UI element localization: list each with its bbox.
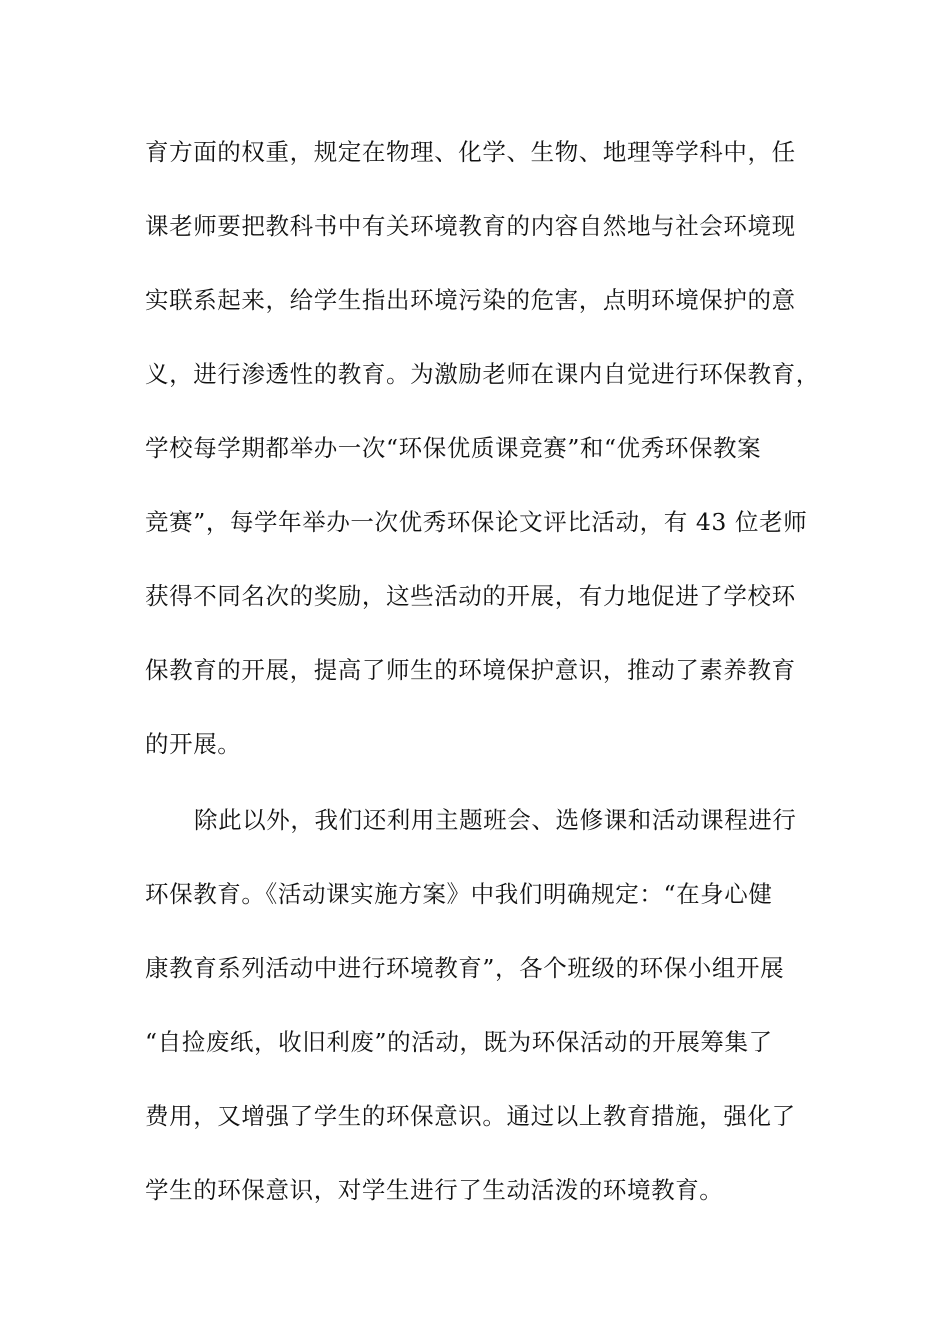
text-line: 义，进行渗透性的教育。为激励老师在课内自觉进行环保教育，	[145, 360, 820, 388]
text-line: 保教育的开展，提高了师生的环境保护意识，推动了素养教育	[145, 656, 796, 684]
text-line: 的开展。	[145, 730, 242, 758]
text-line: 竞赛”，每学年举办一次优秀环保论文评比活动，有 43 位老师	[145, 508, 808, 536]
text-line: 学校每学期都举办一次“环保优质课竞赛”和“优秀环保教案	[145, 434, 762, 462]
text-line: 费用，又增强了学生的环保意识。通过以上教育措施，强化了	[145, 1102, 796, 1130]
text-line: 育方面的权重，规定在物理、化学、生物、地理等学科中，任	[145, 138, 796, 166]
text-line: “自捡废纸，收旧利废”的活动，既为环保活动的开展筹集了	[145, 1028, 773, 1056]
text-line: 获得不同名次的奖励，这些活动的开展，有力地促进了学校环	[145, 582, 796, 610]
text-line: 康教育系列活动中进行环境教育”，各个班级的环保小组开展	[145, 954, 785, 982]
text-line: 课老师要把教科书中有关环境教育的内容自然地与社会环境现	[145, 212, 796, 240]
text-line: 学生的环保意识，对学生进行了生动活泼的环境教育。	[145, 1176, 724, 1204]
text-line: 环保教育。《活动课实施方案》中我们明确规定：“在身心健	[145, 880, 773, 908]
text-line: 实联系起来，给学生指出环境污染的危害，点明环境保护的意	[145, 286, 796, 314]
paragraph-first-line: 除此以外，我们还利用主题班会、选修课和活动课程进行	[194, 806, 797, 834]
